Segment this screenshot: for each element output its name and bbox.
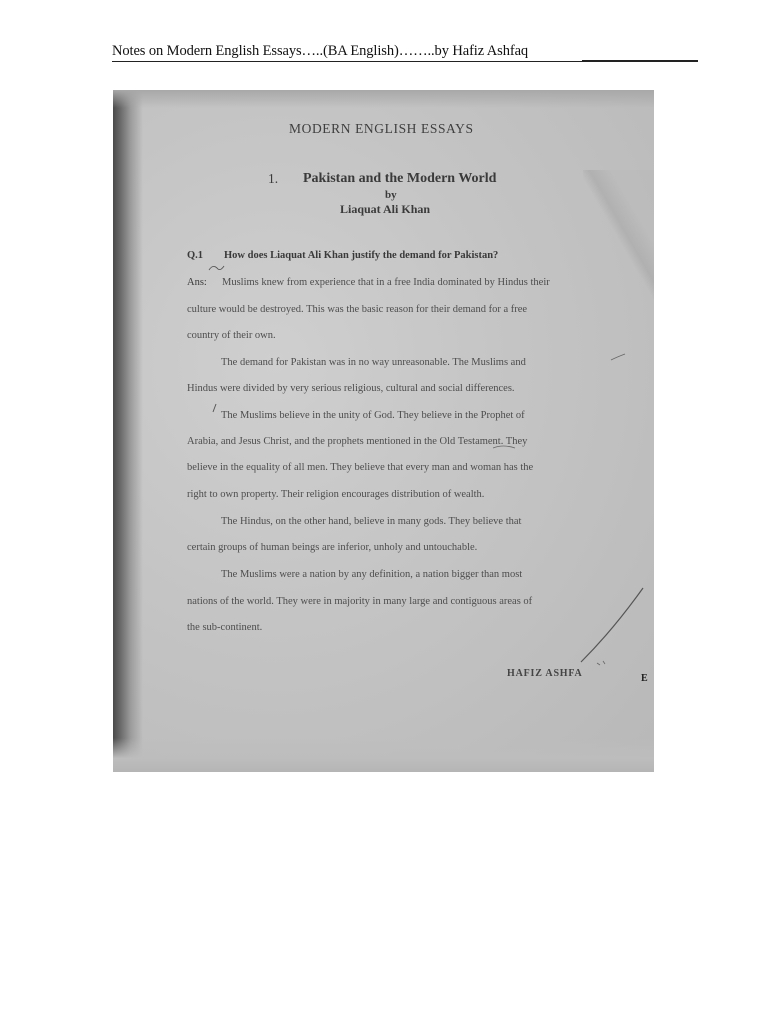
paragraph-2-line-1: The demand for Pakistan was in no way unreasonable. The Muslims and [221, 357, 526, 368]
paragraph-1-line-2: culture would be destroyed. This was the basic reason for their demand for a free [187, 304, 528, 315]
essay-by: by [385, 189, 397, 201]
pen-underline-testament [493, 446, 515, 448]
paragraph-1-line-1: Muslims knew from experience that in a free India dominated by Hindus their [222, 277, 550, 288]
paragraph-1-line-3: country of their own. [187, 330, 276, 341]
header-underline [112, 61, 698, 62]
pen-margin-mark [611, 354, 625, 360]
paragraph-3-line-2: Arabia, and Jesus Christ, and the prophets mentioned in the Old Testament. They [187, 436, 528, 447]
pen-annotation-the [209, 266, 224, 270]
question-text: How does Liaquat Ali Khan justify the demand for Pakistan? [224, 250, 499, 261]
header-title: Notes on Modern English Essays…..(BA English)……..by Hafiz Ashfaq [112, 43, 529, 59]
scanned-page-image [113, 90, 654, 772]
header-underline-accent [582, 60, 698, 61]
page-header [112, 43, 698, 63]
signature-stamp: HAFIZ ASHFA [507, 668, 583, 679]
essay-collection-title: MODERN ENGLISH ESSAYS [289, 121, 474, 136]
paragraph-4-line-2: certain groups of human beings are inferior, unholy and untouchable. [187, 542, 478, 553]
stamp-edge-fragment: E [641, 673, 648, 684]
paragraph-2-line-2: Hindus were divided by very serious religious, cultural and social differences. [187, 383, 515, 394]
paragraph-5-line-2: nations of the world. They were in majority in many large and contiguous areas of [187, 596, 533, 607]
handwritten-pen-marks [113, 90, 654, 772]
pen-stroke-diagonal [581, 588, 643, 662]
paragraph-5-line-3: the sub-continent. [187, 622, 263, 633]
essay-author: Liaquat Ali Khan [340, 202, 431, 216]
pen-tick-paragraph [213, 404, 216, 412]
answer-label: Ans: [187, 277, 207, 288]
paragraph-4-line-1: The Hindus, on the other hand, believe in many gods. They believe that [221, 516, 522, 527]
essay-number: 1. [268, 171, 279, 186]
paragraph-5-line-1: The Muslims were a nation by any definition, a nation bigger than most [221, 569, 523, 580]
essay-title: Pakistan and the Modern World [303, 171, 497, 186]
paragraph-3-line-1: The Muslims believe in the unity of God. They believe in the Prophet of [221, 410, 525, 421]
question-label: Q.1 [187, 250, 204, 261]
paragraph-3-line-3: believe in the equality of all men. They believe that every man and woman has the [187, 462, 534, 473]
pen-dots-near-stamp [597, 661, 605, 665]
paragraph-3-line-4: right to own property. Their religion encourages distribution of wealth. [187, 489, 485, 500]
